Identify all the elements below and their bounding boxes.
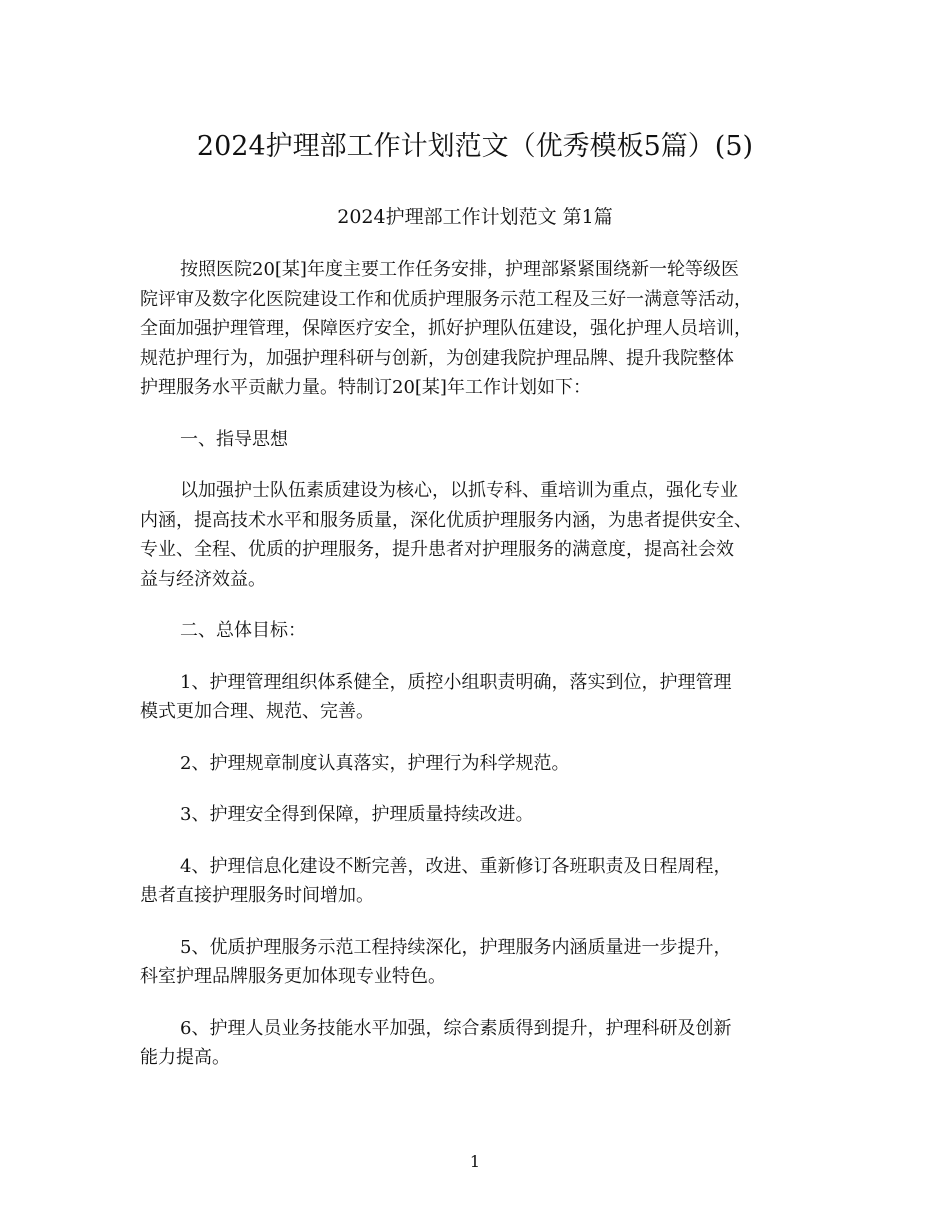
- paragraph: [140, 800, 810, 830]
- document-subtitle: 2024护理部工作计划范文 第1篇: [337, 206, 613, 228]
- paragraph: [140, 668, 810, 727]
- paragraph-line: 能力提高。: [140, 1047, 230, 1068]
- paragraph-line: 6、护理人员业务技能水平加强，综合素质得到提升，护理科研及创新: [180, 1017, 732, 1039]
- paragraph-line: 护理服务水平贡献力量。特制订20[某]年工作计划如下：: [140, 377, 591, 398]
- paragraph: [140, 425, 810, 455]
- paragraph-line: 二、总体目标：: [180, 620, 306, 641]
- paragraph: [140, 476, 810, 594]
- page-number: 1: [469, 1152, 481, 1171]
- paragraph-line: 2、护理规章制度认真落实，护理行为科学规范。: [180, 752, 570, 774]
- document-body: [140, 255, 810, 1095]
- paragraph-line: 按照医院20[某]年度主要工作任务安排，护理部紧紧围绕新一轮等级医: [180, 259, 739, 280]
- paragraph-line: 科室护理品牌服务更加体现专业特色。: [140, 966, 446, 987]
- paragraph-line: 以加强护士队伍素质建设为核心，以抓专科、重培训为重点，强化专业: [180, 480, 738, 501]
- paragraph-line: 患者直接护理服务时间增加。: [140, 885, 374, 906]
- paragraph-line: 益与经济效益。: [140, 568, 266, 590]
- paragraph: [140, 852, 810, 911]
- paragraph-line: 内涵，提高技术水平和服务质量，深化优质护理服务内涵，为患者提供安全、: [140, 509, 752, 531]
- paragraph-line: 全面加强护理管理，保障医疗安全，抓好护理队伍建设，强化护理人员培训，: [140, 318, 752, 339]
- document-title: 2024护理部工作计划范文（优秀模板5篇）(5): [196, 131, 754, 162]
- paragraph-line: 4、护理信息化建设不断完善，改进、重新修订各班职责及日程周程，: [180, 855, 732, 877]
- paragraph: [140, 1014, 810, 1073]
- paragraph: [140, 933, 810, 992]
- paragraph: [140, 255, 810, 403]
- paragraph-line: 院评审及数字化医院建设工作和优质护理服务示范工程及三好一满意等活动，: [140, 288, 752, 310]
- paragraph-line: 规范护理行为，加强护理科研与创新，为创建我院护理品牌、提升我院整体: [140, 347, 734, 369]
- paragraph: [140, 616, 810, 646]
- paragraph-line: 专业、全程、优质的护理服务，提升患者对护理服务的满意度，提高社会效: [140, 539, 734, 560]
- paragraph: [140, 749, 810, 779]
- paragraph-line: 1、护理管理组织体系健全，质控小组职责明确，落实到位，护理管理: [180, 671, 732, 693]
- paragraph-line: 一、指导思想: [180, 428, 288, 450]
- paragraph-line: 5、优质护理服务示范工程持续深化，护理服务内涵质量进一步提升，: [180, 936, 732, 958]
- paragraph-line: 3、护理安全得到保障，护理质量持续改进。: [180, 804, 534, 825]
- paragraph-line: 模式更加合理、规范、完善。: [140, 701, 374, 722]
